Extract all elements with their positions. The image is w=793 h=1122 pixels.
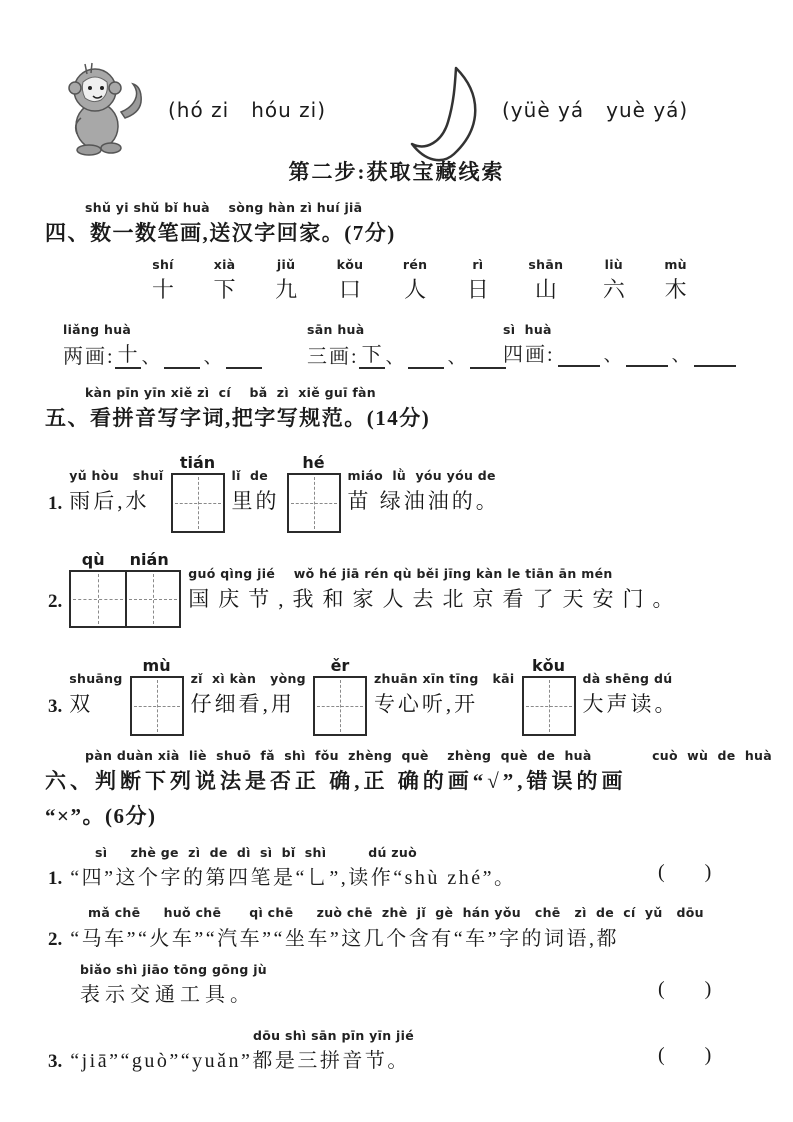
text-pinyin: yǔ hòu shuǐ	[69, 468, 164, 483]
example-answer: 下	[359, 338, 385, 369]
char-hanzi: 六	[602, 277, 625, 302]
grid-pinyin-label: tián	[179, 453, 216, 472]
q2-answer-bracket: ( )	[658, 978, 712, 1000]
char-hanzi: 山	[534, 277, 557, 302]
group-pinyin: liǎng huà	[63, 322, 132, 337]
text-hanzi: 仔细看,用	[190, 692, 295, 716]
sec4-character-row	[152, 257, 687, 304]
group-pinyin: sān huà	[307, 322, 365, 337]
char-pinyin: shí	[152, 257, 174, 272]
answer-blank	[694, 349, 736, 367]
writing-grid-unit	[287, 453, 341, 533]
char-unit	[603, 257, 625, 304]
text-hanzi: 里的	[231, 489, 280, 513]
grid-pinyin-label: ěr	[330, 656, 350, 675]
step-title: 第二步:获取宝藏线索	[288, 160, 505, 184]
two-stroke-group	[63, 322, 265, 369]
char-hanzi: 口	[338, 277, 361, 302]
answer-blank	[470, 351, 506, 369]
separator: 、	[385, 347, 404, 367]
char-pinyin: liù	[604, 257, 623, 272]
text-unit	[348, 468, 500, 515]
q1-row	[48, 861, 517, 890]
text-hanzi: 雨后,水	[69, 489, 150, 513]
four-stroke-group	[503, 322, 739, 367]
char-pinyin: mù	[664, 257, 687, 272]
question-number: 2.	[48, 929, 63, 950]
char-hanzi: 下	[213, 277, 236, 302]
grid-pinyin-label: kǒu	[531, 656, 566, 675]
char-pinyin: jiǔ	[276, 257, 296, 272]
group-line	[307, 338, 509, 369]
q2-row	[48, 922, 619, 951]
text-hanzi: 苗 绿油油的。	[347, 489, 500, 513]
char-pinyin: rén	[402, 257, 428, 272]
char-unit	[337, 257, 364, 304]
writing-grid-unit	[313, 656, 367, 736]
char-pinyin: shān	[528, 257, 564, 272]
char-pinyin: kǒu	[336, 257, 364, 272]
group-label: 三画:	[307, 346, 359, 368]
q2-text-line2: 表示交通工具。	[80, 984, 255, 1006]
q3-row	[48, 1044, 410, 1073]
text-pinyin: dà shēng dú	[582, 671, 673, 686]
text-pinyin: zhuān xīn tīng kāi	[373, 671, 515, 686]
sec6-pinyin: pàn duàn xià liè shuō fǎ shì fǒu zhèng què zhèng què de huà cuò wù de huà	[85, 748, 772, 763]
text-pinyin: miáo lǜ yóu yóu de	[347, 468, 496, 483]
writing-grid-unit	[130, 656, 184, 736]
grid-pinyin-label: nián	[129, 550, 169, 569]
char-pinyin: rì	[472, 257, 484, 272]
writing-grid	[313, 676, 367, 736]
q3-answer-bracket: ( )	[658, 1044, 712, 1066]
separator: 、	[203, 347, 222, 367]
char-unit	[275, 257, 297, 304]
item-number: 2.	[48, 591, 63, 612]
three-stroke-group	[307, 322, 509, 369]
text-pinyin: zǐ xì kàn yòng	[190, 671, 306, 686]
question-text: “jiā”“guò”“yuǎn”都是三拼音节。	[70, 1050, 410, 1072]
q1-answer-bracket: ( )	[658, 861, 712, 883]
char-hanzi: 九	[275, 277, 298, 302]
q3-pinyin: dōu shì sān pīn yīn jié	[253, 1028, 415, 1043]
item-number: 3.	[48, 696, 63, 717]
answer-blank	[226, 351, 262, 369]
text-unit	[583, 671, 679, 718]
question-text: “四”这个字的第四笔是“乚”,读作“shù zhé”。	[70, 867, 517, 889]
text-pinyin: guó qìng jié wǒ hé jiā rén qù běi jīng kàn le tiān ān mén	[188, 566, 613, 581]
grid-pinyin-label: mù	[142, 656, 171, 675]
text-unit	[69, 468, 163, 515]
text-pinyin: lǐ de	[231, 468, 269, 483]
text-unit	[188, 566, 682, 613]
separator: 、	[141, 347, 160, 367]
sec4-pinyin: shǔ yi shǔ bǐ huà sòng hàn zì huí jiā	[85, 200, 363, 215]
writing-grid	[287, 473, 341, 533]
answer-blank	[558, 349, 600, 367]
sec5-item-3	[48, 638, 679, 718]
group-line	[63, 338, 265, 369]
char-unit	[528, 257, 563, 304]
sec5-item-1	[48, 435, 500, 515]
separator: 、	[603, 345, 622, 365]
writing-grid	[171, 473, 225, 533]
question-number: 3.	[48, 1051, 63, 1072]
monkey-pinyin-choice: (hó zi hóu zi)	[168, 98, 327, 122]
q2-pinyin: mǎ chē huǒ chē qì chē zuò chē zhè jǐ gè hán yǒu chē zì de cí yǔ dōu	[88, 905, 704, 920]
char-hanzi: 木	[664, 277, 687, 302]
item-number: 1.	[48, 493, 63, 514]
grid-labels	[69, 550, 181, 570]
separator: 、	[671, 345, 690, 365]
question-text: “马车”“火车”“汽车”“坐车”这几个含有“车”字的词语,都	[70, 928, 620, 950]
sec5-pinyin: kàn pīn yīn xiě zì cí bǎ zì xiě guī fàn	[85, 385, 376, 400]
moon-pinyin-choice: (yüè yá yuè yá)	[502, 98, 689, 122]
answer-blank	[164, 351, 200, 369]
q2-pinyin-line2: biǎo shì jiāo tōng gōng jù	[80, 962, 268, 977]
char-unit	[152, 257, 174, 304]
writing-grid-unit	[69, 550, 181, 628]
monkey-icon	[55, 60, 157, 160]
question-number: 1.	[48, 868, 63, 889]
example-answer: 十	[115, 338, 141, 369]
text-unit	[232, 468, 280, 515]
answer-blank	[408, 351, 444, 369]
grid-cell	[71, 572, 125, 626]
group-label: 两画:	[63, 346, 115, 368]
separator: 、	[447, 347, 466, 367]
sec6-title-line2: “×”。(6分)	[45, 804, 157, 828]
writing-grid	[522, 676, 576, 736]
char-pinyin: xià	[213, 257, 236, 272]
char-hanzi: 日	[466, 277, 489, 302]
group-pinyin: sì huà	[503, 322, 552, 337]
sec5-item-2	[48, 535, 683, 613]
char-unit	[214, 257, 236, 304]
text-unit	[191, 671, 306, 718]
q1-pinyin: sì zhè ge zì de dì sì bǐ shì dú zuò	[95, 845, 417, 860]
group-line	[503, 338, 739, 367]
monkey-illustration	[55, 60, 157, 160]
grid-pinyin-label: hé	[302, 453, 325, 472]
writing-grid-double	[69, 570, 181, 628]
text-unit	[69, 671, 122, 718]
writing-grid-unit	[171, 453, 225, 533]
sec6-title-line1: 六、判断下列说法是否正 确,正 确的画“√”,错误的画	[45, 769, 627, 793]
answer-blank	[626, 349, 668, 367]
grid-cell	[125, 572, 179, 626]
group-label: 四画:	[503, 344, 555, 366]
text-hanzi: 国庆节,我和家人去北京看了天安门。	[188, 587, 683, 611]
writing-grid-unit	[522, 656, 576, 736]
text-pinyin: shuāng	[69, 671, 123, 686]
char-unit	[403, 257, 427, 304]
sec5-title: 五、看拼音写字词,把字写规范。(14分)	[45, 406, 431, 430]
text-hanzi: 双	[69, 692, 94, 716]
char-hanzi: 十	[152, 277, 175, 302]
writing-grid	[130, 676, 184, 736]
char-unit	[664, 257, 687, 304]
grid-pinyin-label: qù	[81, 550, 105, 569]
text-hanzi: 大声读。	[582, 692, 679, 716]
char-hanzi: 人	[404, 277, 427, 302]
text-hanzi: 专心听,开	[373, 692, 479, 716]
text-unit	[374, 671, 515, 718]
char-unit	[467, 257, 489, 304]
sec4-title: 四、数一数笔画,送汉字回家。(7分)	[45, 221, 396, 245]
